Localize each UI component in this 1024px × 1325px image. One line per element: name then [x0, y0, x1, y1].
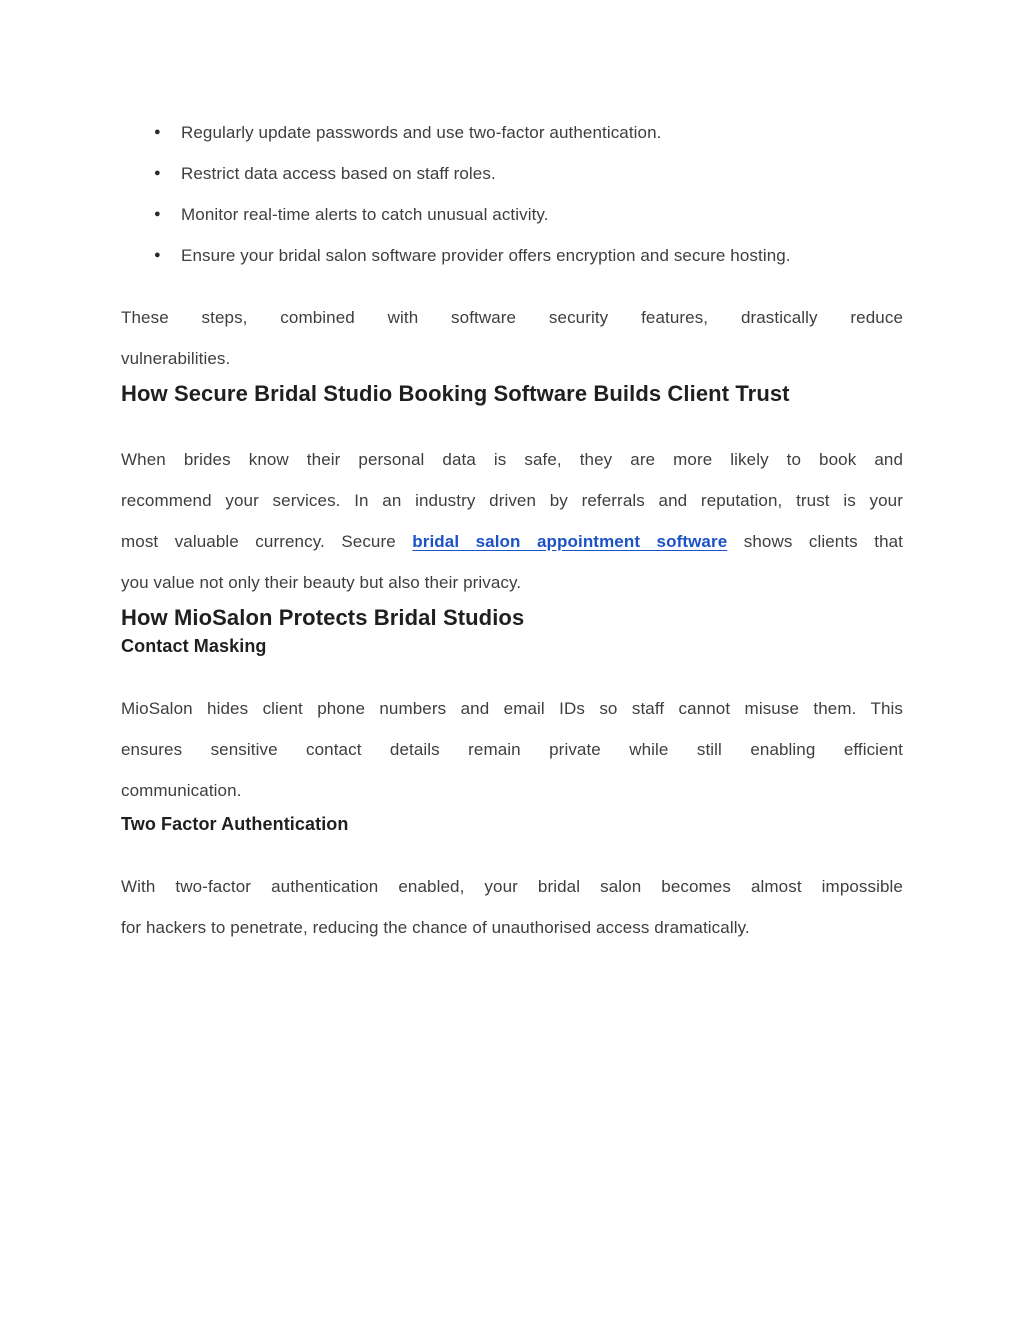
list-item-text: Restrict data access based on staff roles.	[181, 164, 496, 183]
two-factor-paragraph	[121, 866, 903, 948]
list-item-text: Ensure your bridal salon software provider offers encryption and secure hosting.	[181, 246, 791, 265]
bullet-dot-icon: ●	[154, 249, 161, 261]
list-item	[154, 153, 903, 194]
subheading-two-factor-authentication: Two Factor Authentication	[121, 814, 349, 834]
paragraph-line: When brides know their personal data is safe, they are more likely to book and	[121, 450, 903, 469]
contact-masking-paragraph	[121, 688, 903, 811]
paragraph-line: With two-factor authentication enabled, your bridal salon becomes almost impossible	[121, 877, 903, 896]
paragraph-line: vulnerabilities.	[121, 349, 231, 368]
subheading-contact-masking: Contact Masking	[121, 636, 267, 656]
bridal-salon-appointment-software-link[interactable]: bridal salon appointment software	[412, 532, 728, 551]
bullet-dot-icon: ●	[154, 167, 161, 179]
paragraph-line: you value not only their beauty but also their privacy.	[121, 573, 522, 592]
paragraph-line: for hackers to penetrate, reducing the chance of unauthorised access dramatically.	[121, 918, 750, 937]
paragraph-text: shows clients that	[727, 532, 904, 551]
list-item-text: Monitor real-time alerts to catch unusual activity.	[181, 205, 549, 224]
intro-paragraph	[121, 297, 903, 379]
bullet-dot-icon: ●	[154, 208, 161, 220]
paragraph-line	[121, 521, 903, 562]
document-content	[121, 112, 903, 948]
bullet-dot-icon: ●	[154, 126, 161, 138]
security-tips-list	[121, 112, 903, 276]
paragraph-text: most valuable currency. Secure	[121, 532, 413, 551]
list-item-text: Regularly update passwords and use two-factor authentication.	[181, 123, 662, 142]
paragraph-line: MioSalon hides client phone numbers and email IDs so staff cannot misuse them. This	[121, 699, 903, 718]
list-item	[154, 194, 903, 235]
paragraph-line: recommend your services. In an industry driven by referrals and reputation, trust is your	[121, 491, 903, 510]
section-heading-client-trust: How Secure Bridal Studio Booking Software Builds Client Trust	[121, 381, 790, 406]
section-heading-miosalon: How MioSalon Protects Bridal Studios	[121, 605, 525, 630]
paragraph-line: These steps, combined with software security features, drastically reduce	[121, 308, 903, 327]
trust-paragraph	[121, 439, 903, 603]
paragraph-line: communication.	[121, 781, 242, 800]
paragraph-line: ensures sensitive contact details remain private while still enabling efficient	[121, 740, 903, 759]
list-item	[154, 235, 903, 276]
list-item	[154, 112, 903, 153]
